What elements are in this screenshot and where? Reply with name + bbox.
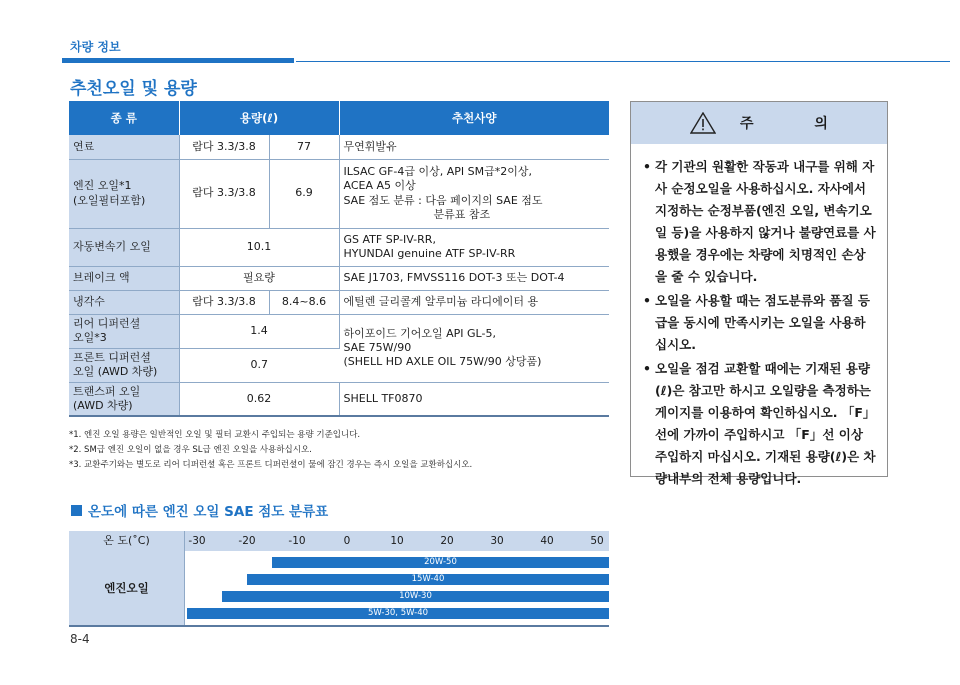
- row-capacity: 0.62: [179, 382, 339, 416]
- rec-line: GS ATF SP-IV-RR,: [343, 232, 436, 246]
- viscosity-bar: 10W-30: [222, 591, 609, 602]
- row-recommendation: 에틸렌 글리콜계 알루미늄 라디에이터 용: [339, 290, 609, 314]
- header-bar-thin: [296, 61, 950, 62]
- rec-line: ILSAC GF-4급 이상, API SM급*2이상,: [343, 164, 532, 178]
- caution-list: [631, 144, 887, 490]
- table-row-rear-diff: [69, 314, 609, 348]
- row-capacity: 0.7: [179, 348, 339, 382]
- caution-box: [630, 101, 888, 486]
- header-recommendation: 추천사양: [339, 101, 609, 135]
- viscosity-chart-title: 온도에 따른 엔진 오일 SAE 점도 분류표: [88, 504, 329, 520]
- engine-oil-row-label: 엔진오일: [69, 551, 185, 625]
- temperature-tick: 50: [590, 535, 604, 547]
- row-item: 냉각수: [69, 290, 179, 314]
- rec-line: SAE 점도 분류 : 다음 페이지의 SAE 점도: [343, 193, 543, 207]
- footnote: *3. 교환주기와는 별도로 리어 디퍼런셜 혹은 프론트 디퍼런셜이 물에 잠긴 경우는 즉시 오일을 교환하십시오.: [69, 460, 473, 470]
- row-item: 자동변속기 오일: [69, 228, 179, 266]
- item-line: 트랜스퍼 오일: [73, 384, 141, 398]
- item-line: (AWD 차량): [73, 398, 133, 412]
- row-recommendation: [339, 314, 609, 382]
- temperature-axis-label: 온 도(˚C): [69, 531, 185, 551]
- row-capacity: 6.9: [269, 159, 339, 228]
- item-line: 리어 디퍼런셜: [73, 316, 141, 330]
- row-capacity: 8.4~8.6: [269, 290, 339, 314]
- page-title: 추천오일 및 용량: [70, 79, 197, 99]
- page-number: 8-4: [70, 632, 90, 646]
- rec-line: (SHELL HD AXLE OIL 75W/90 상당품): [343, 355, 542, 369]
- rec-line: HYUNDAI genuine ATF SP-IV-RR: [343, 247, 516, 260]
- row-item: 브레이크 액: [69, 266, 179, 290]
- header-bar-thick: [62, 58, 294, 63]
- item-line: 오일*3: [73, 331, 107, 344]
- warning-triangle-icon: [690, 112, 716, 134]
- caution-title: 주 의: [740, 116, 856, 132]
- temperature-tick: 40: [540, 535, 554, 547]
- temperature-tick: 30: [490, 535, 504, 547]
- viscosity-temperature-chart: [69, 531, 609, 627]
- row-recommendation: [339, 159, 609, 228]
- table-row-transfer: [69, 382, 609, 416]
- row-engine: 람다 3.3/3.8: [179, 135, 269, 159]
- table-row-coolant: [69, 290, 609, 314]
- table-header-row: [69, 101, 609, 135]
- row-recommendation: SHELL TF0870: [339, 382, 609, 416]
- temperature-tick: 10: [390, 535, 404, 547]
- viscosity-bar: 15W-40: [247, 574, 609, 585]
- row-engine: 람다 3.3/3.8: [179, 290, 269, 314]
- table-row-brake-fluid: [69, 266, 609, 290]
- chart-bottom-rule: [69, 625, 609, 627]
- row-capacity: 77: [269, 135, 339, 159]
- temperature-tick: 0: [343, 535, 351, 547]
- footnote: *1. 엔진 오일 용량은 일반적인 오일 및 필터 교환시 주입되는 용량 기준입니다.: [69, 430, 361, 440]
- rec-line: SAE 75W/90: [343, 340, 412, 354]
- row-item: [69, 159, 179, 228]
- item-line: (오일필터포함): [73, 193, 146, 207]
- row-recommendation: 무연휘발유: [339, 135, 609, 159]
- temperature-tick: -10: [288, 535, 306, 547]
- item-line: 엔진 오일*1: [73, 179, 132, 193]
- section-label: 차량 정보: [70, 40, 121, 54]
- rec-line: ACEA A5 이상: [343, 179, 416, 193]
- table-row-engine-oil: [69, 159, 609, 228]
- row-capacity: 10.1: [179, 228, 339, 266]
- table-row-atf: [69, 228, 609, 266]
- footnotes: [69, 428, 472, 473]
- row-capacity: 필요량: [179, 266, 339, 290]
- row-recommendation: [339, 228, 609, 266]
- footnote: *2. SM급 엔진 오일이 없을 경우 SL급 엔진 오일을 사용하십시오.: [69, 445, 312, 455]
- header-type: 종 류: [69, 101, 179, 135]
- rec-line: 하이포이드 기어오일 API GL-5,: [343, 326, 496, 340]
- viscosity-bar: 20W-50: [272, 557, 609, 568]
- temperature-tick: -30: [188, 535, 206, 547]
- temperature-tick: 20: [440, 535, 454, 547]
- caution-item: • 오일을 사용할 때는 점도분류와 품질 등급을 동시에 만족시키는 오일을 사용하십시오.: [643, 290, 877, 356]
- row-item: [69, 348, 179, 382]
- temperature-axis: [69, 531, 609, 551]
- caution-header: [631, 102, 887, 144]
- row-item: [69, 314, 179, 348]
- caution-item: • 오일을 점검 교환할 때에는 기재된 용량(ℓ)은 참고만 하시고 오일량을 측정하는 게이지를 이용하여 확인하십시오. 「F」선에 가까이 주입하시고 「F」선 이상 주입하지 마십시오. 기재된 용량(ℓ)은 차량내부의 전체 용량입니다.: [643, 358, 877, 490]
- item-line: 오일 (AWD 차량): [73, 365, 158, 378]
- rec-line: 분류표 참조: [433, 207, 491, 221]
- table-row-fuel: [69, 135, 609, 159]
- row-capacity: 1.4: [179, 314, 339, 348]
- item-line: 프론트 디퍼런셜: [73, 350, 151, 364]
- header-capacity: 용량(ℓ): [179, 101, 339, 135]
- row-recommendation: SAE J1703, FMVSS116 DOT-3 또는 DOT-4: [339, 266, 609, 290]
- caution-item: • 각 기관의 원활한 작동과 내구를 위해 자사 순정오일을 사용하십시오. 자사에서 지정하는 순정부품(엔진 오일, 변속기오일 등)을 사용하지 않거나 불량연료를 사용했을 경우에는 차량에 치명적인 손상을 줄 수 있습니다.: [643, 156, 877, 288]
- temperature-tick: -20: [238, 535, 256, 547]
- oil-capacity-table: [69, 101, 609, 417]
- row-item: 연료: [69, 135, 179, 159]
- square-bullet-icon: [71, 505, 82, 516]
- viscosity-bar: 5W-30, 5W-40: [187, 608, 609, 619]
- row-engine: 람다 3.3/3.8: [179, 159, 269, 228]
- row-item: [69, 382, 179, 416]
